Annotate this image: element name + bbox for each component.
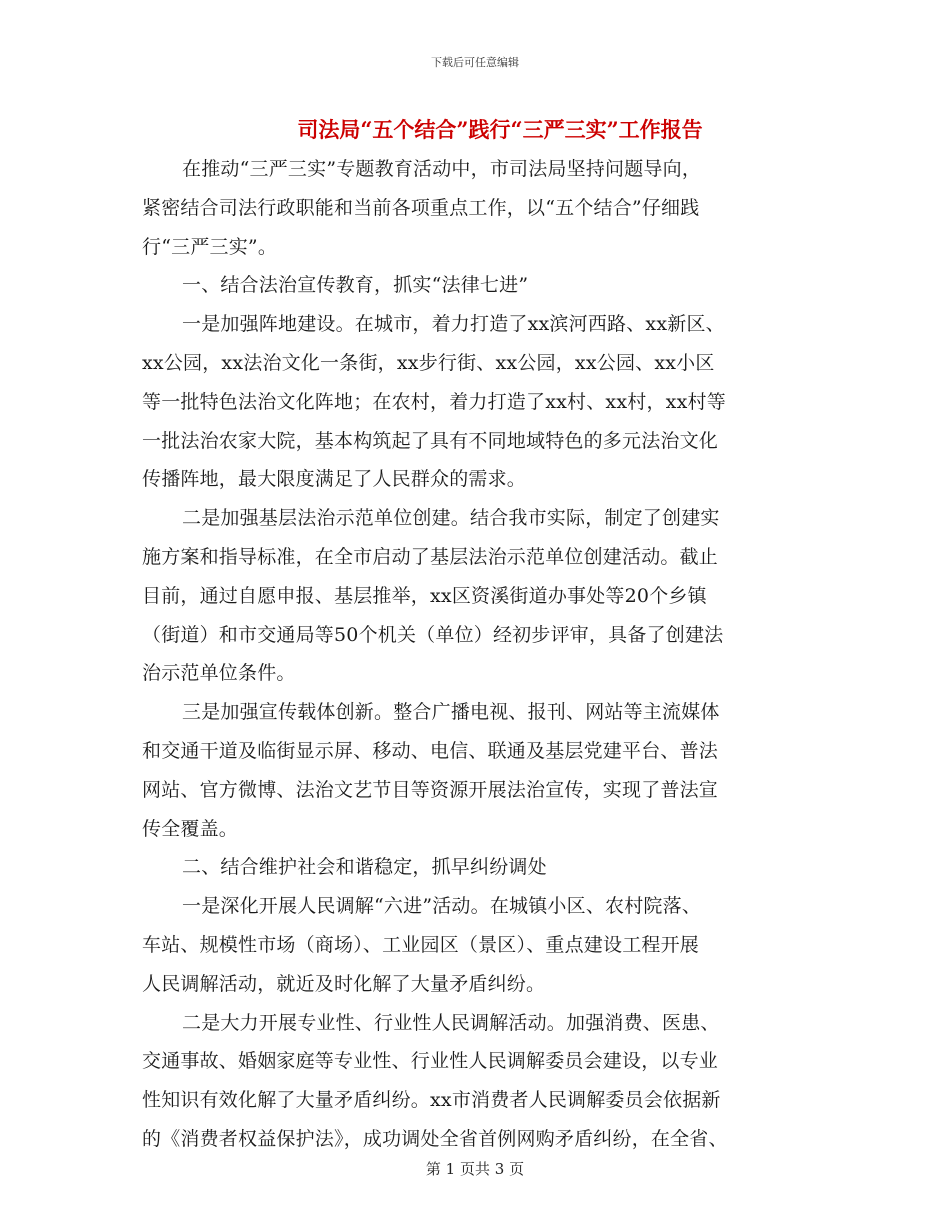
paragraph-line: 施方案和指导标准，在全市启动了基层法治示范单位创建活动。截止 (142, 545, 719, 568)
paragraph-line: 和交通干道及临街显示屏、移动、电信、联通及基层党建平台、普法 (142, 739, 719, 762)
header-note: 下载后可任意编辑 (431, 56, 519, 69)
paragraph-line: 一、结合法治宣传教育，抓实“法律七进” (182, 274, 529, 297)
paragraph-line: 性知识有效化解了大量矛盾纠纷。xx市消费者人民调解委员会依据新 (142, 1089, 721, 1112)
paragraph-line: 治示范单位条件。 (142, 662, 296, 685)
paragraph-line: 紧密结合司法行政职能和当前各项重点工作，以“五个结合”仔细践 (142, 196, 700, 219)
paragraph-line: （街道）和市交通局等50个机关（单位）经初步评审，具备了创建法 (142, 623, 724, 646)
page-number: 第 1 页共 3 页 (425, 1160, 525, 1178)
paragraph-line: 二、结合维护社会和谐稳定，抓早纠纷调处 (182, 856, 547, 879)
paragraph-line: 一是加强阵地建设。在城市，着力打造了xx滨河西路、xx新区、 (182, 313, 725, 336)
paragraph-line: 等一批特色法治文化阵地；在农村，着力打造了xx村、xx村，xx村等 (142, 390, 726, 413)
paragraph-line: 传播阵地，最大限度满足了人民群众的需求。 (142, 468, 527, 491)
paragraph-line: 三是加强宣传载体创新。整合广播电视、报刊、网站等主流媒体 (182, 701, 720, 724)
paragraph-line: 车站、规模性市场（商场）、工业园区（景区）、重点建设工程开展 (142, 933, 700, 956)
paragraph-line: 在推动“三严三实”专题教育活动中，市司法局坚持问题导向， (182, 158, 702, 180)
paragraph-line: 的《消费者权益保护法》，成功调处全省首例网购矛盾纠纷，在全省、 (142, 1127, 728, 1150)
paragraph-line: 二是加强基层法治示范单位创建。结合我市实际，制定了创建实 (182, 507, 720, 530)
paragraph-line: 人民调解活动，就近及时化解了大量矛盾纠纷。 (142, 972, 546, 995)
document-body (142, 150, 810, 1159)
paragraph-line: 一批法治农家大院，基本构筑起了具有不同地域特色的多元法治文化 (142, 429, 719, 452)
paragraph-line: 行“三严三实”。 (142, 235, 278, 258)
paragraph-line: 交通事故、婚姻家庭等专业性、行业性人民调解委员会建设，以专业 (142, 1050, 719, 1073)
paragraph-line: 目前，通过自愿申报、基层推举，xx区资溪街道办事处等20个乡镇 (142, 584, 707, 607)
paragraph-line: xx公园，xx法治文化一条街，xx步行街、xx公园，xx公园、xx小区 (142, 351, 715, 374)
paragraph-line: 传全覆盖。 (142, 817, 239, 840)
paragraph-line: 网站、官方微博、法治文艺节目等资源开展法治宣传，实现了普法宣 (142, 778, 719, 801)
paragraph-line: 一是深化开展人民调解“六进”活动。在城镇小区、农村院落、 (182, 895, 702, 918)
paragraph-line: 二是大力开展专业性、行业性人民调解活动。加强消费、医患、 (182, 1011, 720, 1034)
document-title: 司法局“五个结合”践行“三严三实”工作报告 (297, 117, 703, 142)
